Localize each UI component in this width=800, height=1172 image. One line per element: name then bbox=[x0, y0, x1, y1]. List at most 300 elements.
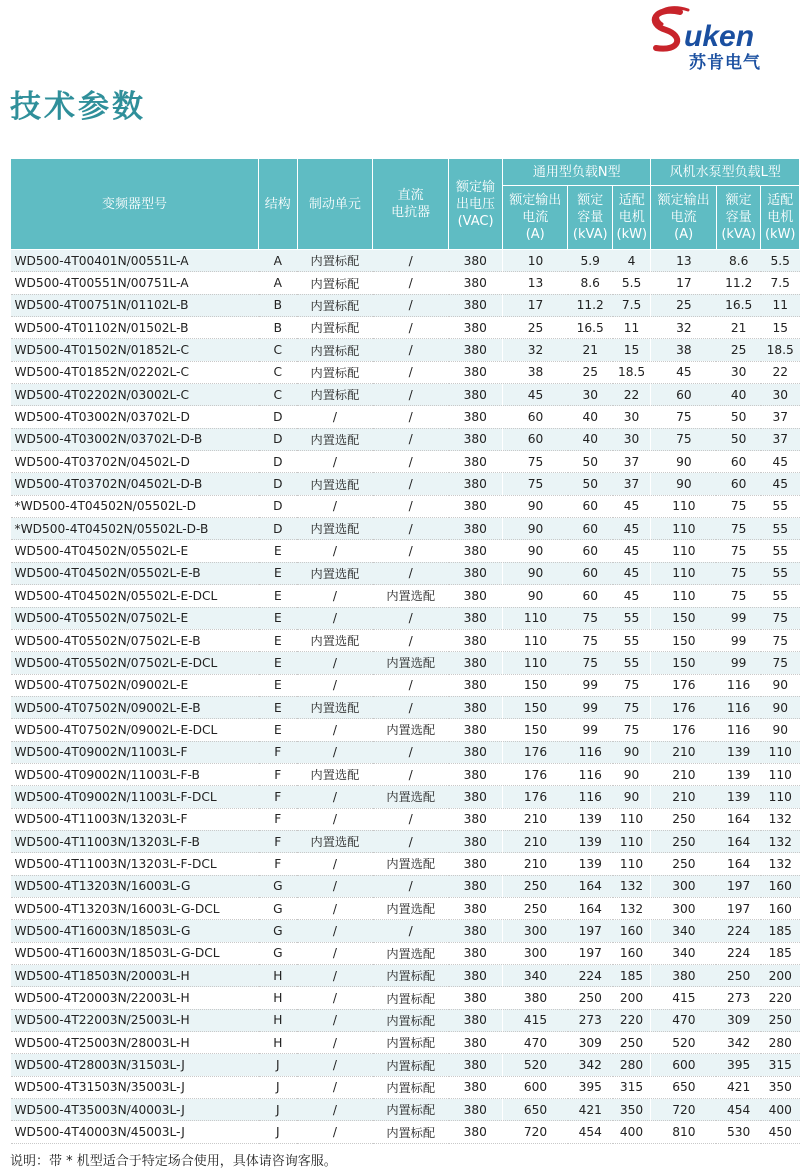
n-capacity-cell: 116 bbox=[568, 763, 613, 785]
table-row bbox=[11, 629, 800, 651]
dc-reactor-cell: 内置选配 bbox=[373, 652, 449, 674]
l-capacity-cell: 139 bbox=[716, 741, 761, 763]
l-capacity-cell: 50 bbox=[716, 406, 761, 428]
n-motor-cell: 90 bbox=[613, 763, 651, 785]
n-current-cell: 45 bbox=[503, 384, 568, 406]
l-current-cell: 25 bbox=[651, 294, 716, 316]
header-n-capacity: 额定 容量 (kVA) bbox=[568, 186, 613, 250]
l-current-cell: 210 bbox=[651, 786, 716, 808]
table-row bbox=[11, 741, 800, 763]
brake-unit-cell: 内置标配 bbox=[297, 294, 373, 316]
n-capacity-cell: 60 bbox=[568, 540, 613, 562]
model-cell: WD500-4T11003N/13203L-F bbox=[11, 808, 259, 830]
l-current-cell: 250 bbox=[651, 808, 716, 830]
l-capacity-cell: 75 bbox=[716, 585, 761, 607]
model-cell: WD500-4T04502N/05502L-E-DCL bbox=[11, 585, 259, 607]
n-motor-cell: 110 bbox=[613, 830, 651, 852]
table-row bbox=[11, 607, 800, 629]
table-row bbox=[11, 1099, 800, 1121]
n-capacity-cell: 75 bbox=[568, 607, 613, 629]
model-cell: WD500-4T07502N/09002L-E-DCL bbox=[11, 719, 259, 741]
model-cell: WD500-4T00551N/00751L-A bbox=[11, 272, 259, 294]
table-row bbox=[11, 272, 800, 294]
n-current-cell: 250 bbox=[503, 875, 568, 897]
table-row bbox=[11, 719, 800, 741]
dc-reactor-cell: 内置标配 bbox=[373, 1121, 449, 1143]
l-current-cell: 45 bbox=[651, 361, 716, 383]
n-motor-cell: 132 bbox=[613, 897, 651, 919]
brake-unit-cell: / bbox=[297, 741, 373, 763]
footnote: 说明：带 * 机型适合于特定场合使用，具体请咨询客服。 bbox=[10, 1154, 337, 1169]
l-motor-cell: 37 bbox=[761, 428, 800, 450]
n-capacity-cell: 5.9 bbox=[568, 250, 613, 272]
l-capacity-cell: 139 bbox=[716, 763, 761, 785]
n-capacity-cell: 116 bbox=[568, 786, 613, 808]
l-current-cell: 13 bbox=[651, 250, 716, 272]
l-capacity-cell: 16.5 bbox=[716, 294, 761, 316]
voltage-cell: 380 bbox=[449, 897, 503, 919]
n-motor-cell: 110 bbox=[613, 853, 651, 875]
dc-reactor-cell: / bbox=[373, 741, 449, 763]
n-capacity-cell: 60 bbox=[568, 562, 613, 584]
l-motor-cell: 55 bbox=[761, 585, 800, 607]
voltage-cell: 380 bbox=[449, 518, 503, 540]
l-motor-cell: 18.5 bbox=[761, 339, 800, 361]
l-current-cell: 110 bbox=[651, 585, 716, 607]
n-capacity-cell: 40 bbox=[568, 428, 613, 450]
model-cell: WD500-4T28003N/31503L-J bbox=[11, 1054, 259, 1076]
n-current-cell: 176 bbox=[503, 741, 568, 763]
l-current-cell: 300 bbox=[651, 875, 716, 897]
l-motor-cell: 55 bbox=[761, 518, 800, 540]
dc-reactor-cell: 内置标配 bbox=[373, 1054, 449, 1076]
l-motor-cell: 55 bbox=[761, 562, 800, 584]
n-current-cell: 520 bbox=[503, 1054, 568, 1076]
l-motor-cell: 75 bbox=[761, 629, 800, 651]
model-cell: WD500-4T25003N/28003L-H bbox=[11, 1032, 259, 1054]
structure-cell: D bbox=[259, 406, 297, 428]
dc-reactor-cell: 内置标配 bbox=[373, 1076, 449, 1098]
l-capacity-cell: 395 bbox=[716, 1054, 761, 1076]
n-current-cell: 110 bbox=[503, 629, 568, 651]
model-cell: WD500-4T11003N/13203L-F-B bbox=[11, 830, 259, 852]
structure-cell: A bbox=[259, 272, 297, 294]
dc-reactor-cell: 内置选配 bbox=[373, 897, 449, 919]
structure-cell: D bbox=[259, 451, 297, 473]
n-current-cell: 300 bbox=[503, 942, 568, 964]
model-cell: WD500-4T16003N/18503L-G-DCL bbox=[11, 942, 259, 964]
dc-reactor-cell: / bbox=[373, 495, 449, 517]
n-current-cell: 150 bbox=[503, 674, 568, 696]
model-cell: WD500-4T04502N/05502L-E bbox=[11, 540, 259, 562]
structure-cell: E bbox=[259, 629, 297, 651]
n-capacity-cell: 25 bbox=[568, 361, 613, 383]
brake-unit-cell: / bbox=[297, 1099, 373, 1121]
l-motor-cell: 75 bbox=[761, 607, 800, 629]
model-cell: WD500-4T20003N/22003L-H bbox=[11, 987, 259, 1009]
l-capacity-cell: 116 bbox=[716, 696, 761, 718]
n-capacity-cell: 75 bbox=[568, 652, 613, 674]
n-capacity-cell: 164 bbox=[568, 897, 613, 919]
structure-cell: F bbox=[259, 830, 297, 852]
header-l-motor: 适配 电机 (kW) bbox=[761, 186, 800, 250]
n-capacity-cell: 11.2 bbox=[568, 294, 613, 316]
l-capacity-cell: 30 bbox=[716, 361, 761, 383]
brake-unit-cell: / bbox=[297, 719, 373, 741]
n-capacity-cell: 197 bbox=[568, 942, 613, 964]
l-capacity-cell: 164 bbox=[716, 808, 761, 830]
n-current-cell: 380 bbox=[503, 987, 568, 1009]
model-cell: WD500-4T31503N/35003L-J bbox=[11, 1076, 259, 1098]
model-cell: WD500-4T01852N/02202L-C bbox=[11, 361, 259, 383]
n-motor-cell: 90 bbox=[613, 786, 651, 808]
model-cell: WD500-4T22003N/25003L-H bbox=[11, 1009, 259, 1031]
voltage-cell: 380 bbox=[449, 1099, 503, 1121]
brake-unit-cell: / bbox=[297, 607, 373, 629]
n-motor-cell: 30 bbox=[613, 406, 651, 428]
n-capacity-cell: 21 bbox=[568, 339, 613, 361]
header-dc-reactor: 直流 电抗器 bbox=[373, 159, 449, 250]
n-motor-cell: 55 bbox=[613, 607, 651, 629]
n-motor-cell: 55 bbox=[613, 629, 651, 651]
l-current-cell: 176 bbox=[651, 674, 716, 696]
header-group-n: 通用型负载N型 bbox=[503, 159, 651, 186]
brake-unit-cell: / bbox=[297, 875, 373, 897]
dc-reactor-cell: / bbox=[373, 607, 449, 629]
dc-reactor-cell: / bbox=[373, 473, 449, 495]
l-current-cell: 210 bbox=[651, 763, 716, 785]
brake-unit-cell: / bbox=[297, 897, 373, 919]
brake-unit-cell: 内置标配 bbox=[297, 250, 373, 272]
l-motor-cell: 55 bbox=[761, 540, 800, 562]
brake-unit-cell: / bbox=[297, 1032, 373, 1054]
table-row bbox=[11, 853, 800, 875]
brake-unit-cell: / bbox=[297, 1076, 373, 1098]
brake-unit-cell: 内置标配 bbox=[297, 361, 373, 383]
model-cell: WD500-4T04502N/05502L-E-B bbox=[11, 562, 259, 584]
table-row bbox=[11, 674, 800, 696]
header-structure: 结构 bbox=[259, 159, 297, 250]
brake-unit-cell: 内置选配 bbox=[297, 830, 373, 852]
n-current-cell: 90 bbox=[503, 562, 568, 584]
voltage-cell: 380 bbox=[449, 562, 503, 584]
voltage-cell: 380 bbox=[449, 853, 503, 875]
brake-unit-cell: / bbox=[297, 585, 373, 607]
brake-unit-cell: / bbox=[297, 674, 373, 696]
brake-unit-cell: 内置选配 bbox=[297, 562, 373, 584]
table-row bbox=[11, 540, 800, 562]
table-row bbox=[11, 495, 800, 517]
table-row bbox=[11, 317, 800, 339]
table-row bbox=[11, 294, 800, 316]
l-capacity-cell: 164 bbox=[716, 830, 761, 852]
structure-cell: J bbox=[259, 1099, 297, 1121]
l-motor-cell: 15 bbox=[761, 317, 800, 339]
model-cell: WD500-4T03002N/03702L-D-B bbox=[11, 428, 259, 450]
n-capacity-cell: 8.6 bbox=[568, 272, 613, 294]
voltage-cell: 380 bbox=[449, 317, 503, 339]
n-motor-cell: 250 bbox=[613, 1032, 651, 1054]
voltage-cell: 380 bbox=[449, 965, 503, 987]
brake-unit-cell: / bbox=[297, 1054, 373, 1076]
l-current-cell: 60 bbox=[651, 384, 716, 406]
brake-unit-cell: / bbox=[297, 652, 373, 674]
n-current-cell: 600 bbox=[503, 1076, 568, 1098]
n-motor-cell: 280 bbox=[613, 1054, 651, 1076]
l-motor-cell: 37 bbox=[761, 406, 800, 428]
l-capacity-cell: 25 bbox=[716, 339, 761, 361]
brake-unit-cell: / bbox=[297, 942, 373, 964]
voltage-cell: 380 bbox=[449, 1009, 503, 1031]
n-motor-cell: 37 bbox=[613, 451, 651, 473]
l-current-cell: 90 bbox=[651, 473, 716, 495]
l-capacity-cell: 273 bbox=[716, 987, 761, 1009]
l-motor-cell: 90 bbox=[761, 696, 800, 718]
voltage-cell: 380 bbox=[449, 696, 503, 718]
n-current-cell: 38 bbox=[503, 361, 568, 383]
n-current-cell: 150 bbox=[503, 696, 568, 718]
n-motor-cell: 45 bbox=[613, 495, 651, 517]
structure-cell: E bbox=[259, 607, 297, 629]
l-current-cell: 210 bbox=[651, 741, 716, 763]
header-model: 变频器型号 bbox=[11, 159, 259, 250]
table-row bbox=[11, 920, 800, 942]
header-brake-unit: 制动单元 bbox=[297, 159, 373, 250]
dc-reactor-cell: 内置选配 bbox=[373, 585, 449, 607]
model-cell: WD500-4T09002N/11003L-F-DCL bbox=[11, 786, 259, 808]
n-capacity-cell: 197 bbox=[568, 920, 613, 942]
n-capacity-cell: 60 bbox=[568, 518, 613, 540]
header-l-current: 额定输出 电流 (A) bbox=[651, 186, 716, 250]
l-motor-cell: 250 bbox=[761, 1009, 800, 1031]
l-current-cell: 150 bbox=[651, 629, 716, 651]
n-motor-cell: 45 bbox=[613, 540, 651, 562]
model-cell: WD500-4T01102N/01502L-B bbox=[11, 317, 259, 339]
l-current-cell: 300 bbox=[651, 897, 716, 919]
table-row bbox=[11, 250, 800, 272]
table-row bbox=[11, 1032, 800, 1054]
l-current-cell: 110 bbox=[651, 540, 716, 562]
n-motor-cell: 75 bbox=[613, 719, 651, 741]
structure-cell: E bbox=[259, 652, 297, 674]
l-capacity-cell: 75 bbox=[716, 562, 761, 584]
structure-cell: G bbox=[259, 875, 297, 897]
l-capacity-cell: 40 bbox=[716, 384, 761, 406]
structure-cell: G bbox=[259, 920, 297, 942]
dc-reactor-cell: 内置选配 bbox=[373, 942, 449, 964]
l-capacity-cell: 99 bbox=[716, 629, 761, 651]
voltage-cell: 380 bbox=[449, 585, 503, 607]
l-capacity-cell: 224 bbox=[716, 942, 761, 964]
header-rated-voltage: 额定输 出电压 (VAC) bbox=[449, 159, 503, 250]
structure-cell: F bbox=[259, 808, 297, 830]
n-capacity-cell: 16.5 bbox=[568, 317, 613, 339]
model-cell: *WD500-4T04502N/05502L-D-B bbox=[11, 518, 259, 540]
l-capacity-cell: 197 bbox=[716, 897, 761, 919]
model-cell: WD500-4T00401N/00551L-A bbox=[11, 250, 259, 272]
model-cell: WD500-4T00751N/01102L-B bbox=[11, 294, 259, 316]
l-motor-cell: 55 bbox=[761, 495, 800, 517]
structure-cell: H bbox=[259, 987, 297, 1009]
structure-cell: J bbox=[259, 1076, 297, 1098]
l-current-cell: 520 bbox=[651, 1032, 716, 1054]
l-current-cell: 810 bbox=[651, 1121, 716, 1143]
model-cell: WD500-4T09002N/11003L-F bbox=[11, 741, 259, 763]
model-cell: WD500-4T05502N/07502L-E bbox=[11, 607, 259, 629]
table-row bbox=[11, 361, 800, 383]
l-current-cell: 90 bbox=[651, 451, 716, 473]
n-capacity-cell: 60 bbox=[568, 495, 613, 517]
brake-unit-cell: 内置选配 bbox=[297, 518, 373, 540]
brake-unit-cell: 内置选配 bbox=[297, 696, 373, 718]
voltage-cell: 380 bbox=[449, 294, 503, 316]
l-current-cell: 720 bbox=[651, 1099, 716, 1121]
l-motor-cell: 90 bbox=[761, 719, 800, 741]
voltage-cell: 380 bbox=[449, 1121, 503, 1143]
l-motor-cell: 132 bbox=[761, 853, 800, 875]
brake-unit-cell: / bbox=[297, 965, 373, 987]
n-capacity-cell: 116 bbox=[568, 741, 613, 763]
n-current-cell: 210 bbox=[503, 853, 568, 875]
voltage-cell: 380 bbox=[449, 719, 503, 741]
l-current-cell: 380 bbox=[651, 965, 716, 987]
brake-unit-cell: / bbox=[297, 406, 373, 428]
spec-table-body bbox=[11, 250, 800, 1144]
l-motor-cell: 110 bbox=[761, 763, 800, 785]
n-current-cell: 90 bbox=[503, 540, 568, 562]
l-motor-cell: 90 bbox=[761, 674, 800, 696]
l-capacity-cell: 11.2 bbox=[716, 272, 761, 294]
brake-unit-cell: 内置标配 bbox=[297, 339, 373, 361]
l-capacity-cell: 454 bbox=[716, 1099, 761, 1121]
voltage-cell: 380 bbox=[449, 763, 503, 785]
dc-reactor-cell: 内置选配 bbox=[373, 853, 449, 875]
l-capacity-cell: 116 bbox=[716, 674, 761, 696]
table-row bbox=[11, 830, 800, 852]
dc-reactor-cell: / bbox=[373, 674, 449, 696]
table-row bbox=[11, 406, 800, 428]
structure-cell: H bbox=[259, 1009, 297, 1031]
n-current-cell: 75 bbox=[503, 451, 568, 473]
model-cell: WD500-4T35003N/40003L-J bbox=[11, 1099, 259, 1121]
n-motor-cell: 315 bbox=[613, 1076, 651, 1098]
l-current-cell: 250 bbox=[651, 830, 716, 852]
l-motor-cell: 11 bbox=[761, 294, 800, 316]
table-row bbox=[11, 473, 800, 495]
l-motor-cell: 200 bbox=[761, 965, 800, 987]
n-current-cell: 415 bbox=[503, 1009, 568, 1031]
voltage-cell: 380 bbox=[449, 652, 503, 674]
header-n-motor: 适配 电机 (kW) bbox=[613, 186, 651, 250]
structure-cell: C bbox=[259, 361, 297, 383]
voltage-cell: 380 bbox=[449, 674, 503, 696]
model-cell: *WD500-4T04502N/05502L-D bbox=[11, 495, 259, 517]
table-row bbox=[11, 652, 800, 674]
dc-reactor-cell: / bbox=[373, 696, 449, 718]
dc-reactor-cell: / bbox=[373, 317, 449, 339]
n-capacity-cell: 273 bbox=[568, 1009, 613, 1031]
l-motor-cell: 7.5 bbox=[761, 272, 800, 294]
l-capacity-cell: 250 bbox=[716, 965, 761, 987]
l-current-cell: 150 bbox=[651, 607, 716, 629]
n-current-cell: 110 bbox=[503, 607, 568, 629]
n-capacity-cell: 99 bbox=[568, 696, 613, 718]
n-current-cell: 60 bbox=[503, 428, 568, 450]
structure-cell: F bbox=[259, 853, 297, 875]
model-cell: WD500-4T01502N/01852L-C bbox=[11, 339, 259, 361]
n-current-cell: 150 bbox=[503, 719, 568, 741]
n-motor-cell: 160 bbox=[613, 942, 651, 964]
n-current-cell: 340 bbox=[503, 965, 568, 987]
dc-reactor-cell: / bbox=[373, 428, 449, 450]
n-capacity-cell: 60 bbox=[568, 585, 613, 607]
l-current-cell: 340 bbox=[651, 942, 716, 964]
l-current-cell: 340 bbox=[651, 920, 716, 942]
model-cell: WD500-4T03702N/04502L-D-B bbox=[11, 473, 259, 495]
l-capacity-cell: 530 bbox=[716, 1121, 761, 1143]
table-row bbox=[11, 786, 800, 808]
n-current-cell: 176 bbox=[503, 763, 568, 785]
l-motor-cell: 30 bbox=[761, 384, 800, 406]
model-cell: WD500-4T11003N/13203L-F-DCL bbox=[11, 853, 259, 875]
n-motor-cell: 220 bbox=[613, 1009, 651, 1031]
structure-cell: C bbox=[259, 339, 297, 361]
n-capacity-cell: 50 bbox=[568, 451, 613, 473]
n-motor-cell: 45 bbox=[613, 562, 651, 584]
structure-cell: F bbox=[259, 786, 297, 808]
l-current-cell: 32 bbox=[651, 317, 716, 339]
l-motor-cell: 315 bbox=[761, 1054, 800, 1076]
model-cell: WD500-4T05502N/07502L-E-B bbox=[11, 629, 259, 651]
l-capacity-cell: 99 bbox=[716, 652, 761, 674]
n-motor-cell: 132 bbox=[613, 875, 651, 897]
n-capacity-cell: 224 bbox=[568, 965, 613, 987]
voltage-cell: 380 bbox=[449, 384, 503, 406]
dc-reactor-cell: / bbox=[373, 808, 449, 830]
voltage-cell: 380 bbox=[449, 540, 503, 562]
n-motor-cell: 75 bbox=[613, 674, 651, 696]
model-cell: WD500-4T05502N/07502L-E-DCL bbox=[11, 652, 259, 674]
table-row bbox=[11, 942, 800, 964]
spec-table bbox=[10, 158, 800, 1144]
model-cell: WD500-4T03702N/04502L-D bbox=[11, 451, 259, 473]
brake-unit-cell: / bbox=[297, 495, 373, 517]
n-current-cell: 13 bbox=[503, 272, 568, 294]
voltage-cell: 380 bbox=[449, 361, 503, 383]
l-current-cell: 600 bbox=[651, 1054, 716, 1076]
l-current-cell: 110 bbox=[651, 562, 716, 584]
l-capacity-cell: 99 bbox=[716, 607, 761, 629]
l-motor-cell: 400 bbox=[761, 1099, 800, 1121]
table-row bbox=[11, 339, 800, 361]
l-current-cell: 75 bbox=[651, 428, 716, 450]
n-capacity-cell: 139 bbox=[568, 830, 613, 852]
l-capacity-cell: 139 bbox=[716, 786, 761, 808]
n-motor-cell: 160 bbox=[613, 920, 651, 942]
svg-text:uken: uken bbox=[684, 20, 755, 53]
voltage-cell: 380 bbox=[449, 786, 503, 808]
n-current-cell: 32 bbox=[503, 339, 568, 361]
n-motor-cell: 30 bbox=[613, 428, 651, 450]
table-row bbox=[11, 518, 800, 540]
brake-unit-cell: 内置选配 bbox=[297, 428, 373, 450]
brake-unit-cell: / bbox=[297, 1009, 373, 1031]
l-capacity-cell: 224 bbox=[716, 920, 761, 942]
l-capacity-cell: 309 bbox=[716, 1009, 761, 1031]
n-motor-cell: 200 bbox=[613, 987, 651, 1009]
dc-reactor-cell: / bbox=[373, 294, 449, 316]
l-current-cell: 250 bbox=[651, 853, 716, 875]
